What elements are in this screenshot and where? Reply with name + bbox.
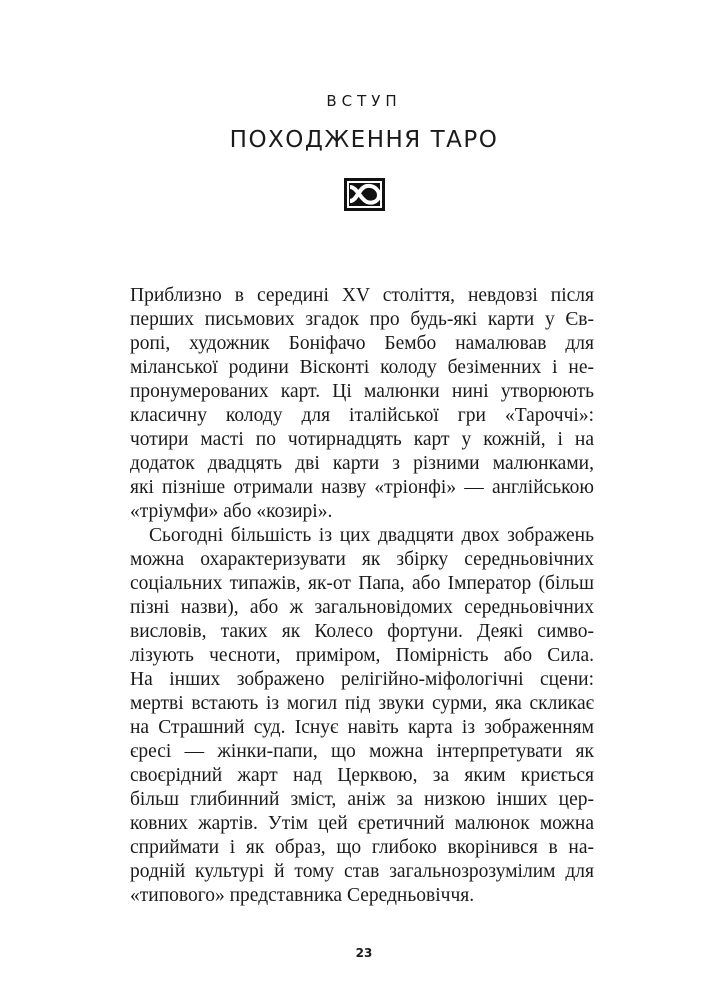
- text-line: пізні назви), або ж загальновідомих середньовічних: [130, 597, 594, 618]
- text-line: більш глибинний зміст, аніж за низкою інших цер-: [130, 789, 594, 810]
- text-line: класичну колоду для італійської гри «Тароччі»:: [130, 405, 594, 426]
- text-line: Сьогодні більшість із цих двадцяти двох зображень: [149, 525, 594, 546]
- chapter-title: ПОХОДЖЕННЯ ТАРО: [229, 127, 499, 153]
- text-line: «типового» представника Середньовіччя.: [130, 885, 475, 906]
- text-line: ропі, художник Боніфачо Бембо намалював для: [130, 333, 594, 354]
- body-text: [130, 284, 594, 908]
- text-line: можна охарактеризувати як збірку середньовічних: [130, 549, 594, 570]
- text-line: своєрідний жарт над Церквою, за яким криється: [130, 765, 594, 786]
- text-line: перших письмових згадок про будь-які карти у Єв-: [130, 309, 594, 330]
- text-line: висловів, таких як Колесо фортуни. Деякі симво-: [130, 621, 594, 642]
- text-line: чотири масті по чотирнадцять карт у кожній, і на: [130, 429, 594, 450]
- text-line: які пізніше отримали назву «тріонфі» — англійською: [130, 477, 594, 498]
- text-line: міланської родини Вісконті колоду безіменних і не-: [130, 357, 594, 378]
- text-line: соціальних типажів, як-от Папа, або Імператор (більш: [130, 573, 594, 594]
- text-line: На інших зображено релігійно-міфологічні сцени:: [130, 669, 594, 690]
- text-line: мертві встають із могил під звуки сурми, яка скликає: [130, 693, 594, 714]
- text-line: родній культурі й тому став загальнозрозумілим для: [130, 861, 594, 882]
- text-line: ковних жартів. Утім цей єретичний малюнок можна: [130, 813, 594, 834]
- text-line: пронумерованих карт. Ці малюнки нині утворюють: [130, 381, 594, 402]
- chapter-kicker: ВСТУП: [326, 92, 402, 110]
- text-line: сприймати і як образ, що глибоко вкорінився в на-: [130, 837, 594, 858]
- text-line: додаток двадцять дві карти з різними малюнками,: [130, 453, 594, 474]
- page-number: 23: [355, 946, 373, 960]
- celtic-knot-icon: [343, 177, 386, 212]
- text-line: лізують чесноти, приміром, Помірність або Сила.: [130, 645, 594, 666]
- text-line: на Страшний суд. Існує навіть карта із зображенням: [130, 717, 594, 738]
- text-line: «тріумфи» або «козирі».: [130, 501, 333, 522]
- text-line: єресі — жінки-папи, що можна інтерпретувати як: [130, 741, 594, 762]
- text-line: Приблизно в середині XV століття, невдовзі після: [130, 285, 594, 306]
